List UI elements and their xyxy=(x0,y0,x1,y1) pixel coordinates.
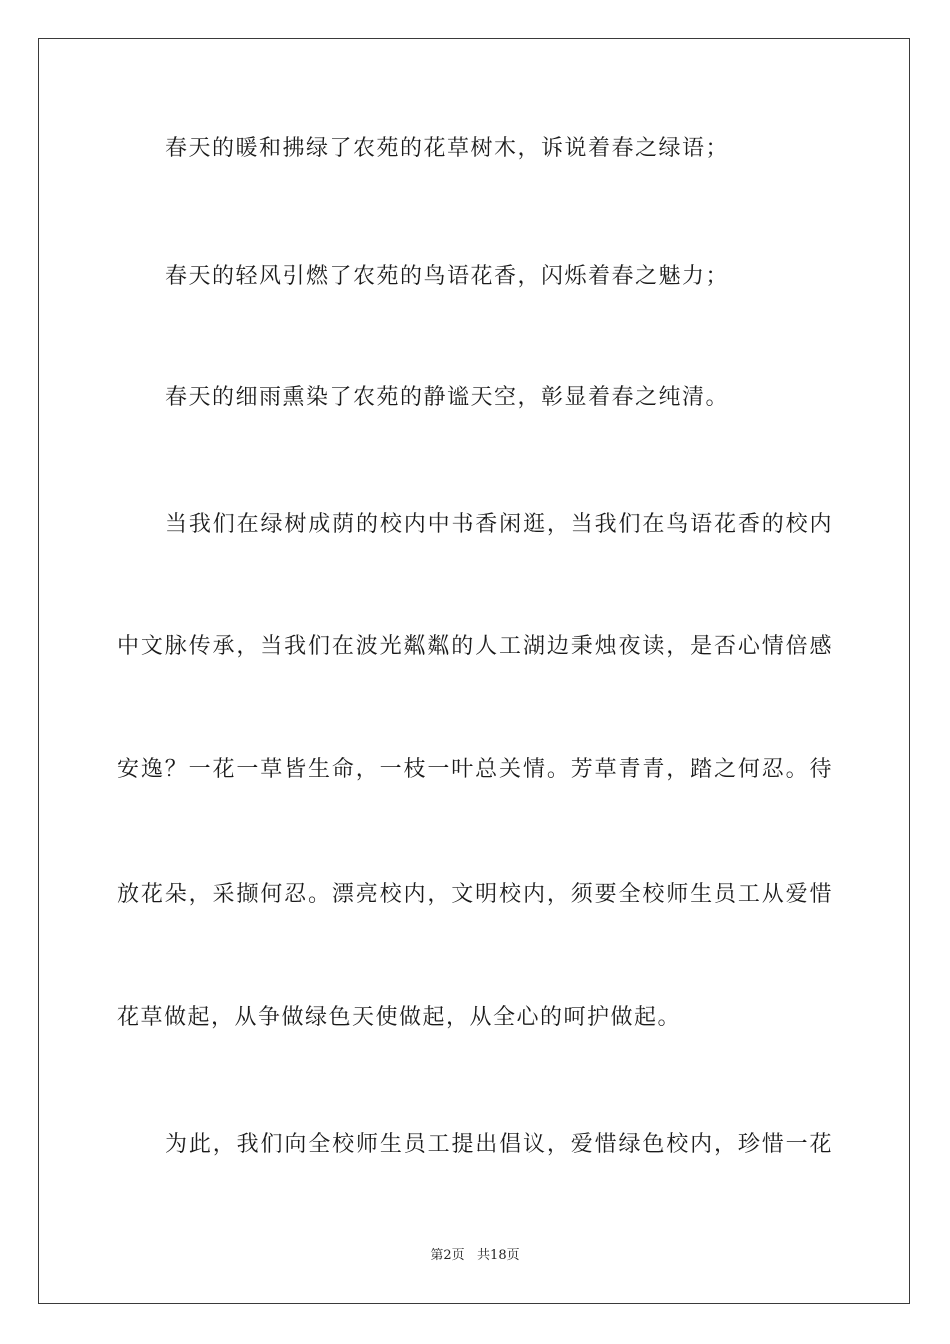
paragraph-line-1: 春天的暖和拂绿了农苑的花草树木，诉说着春之绿语； xyxy=(165,136,730,161)
paragraph-line-5: 中文脉传承，当我们在波光粼粼的人工湖边秉烛夜读，是否心情倍感 xyxy=(117,634,833,659)
paragraph-line-6: 安逸？一花一草皆生命，一枝一叶总关情。芳草青青，踏之何忍。待 xyxy=(117,757,833,782)
page-number-footer: 第2页 共18页 xyxy=(430,1248,520,1263)
page-border xyxy=(38,38,910,1304)
paragraph-line-4: 当我们在绿树成荫的校内中书香闲逛，当我们在鸟语花香的校内 xyxy=(165,512,833,537)
paragraph-line-8: 花草做起，从争做绿色天使做起，从全心的呵护做起。 xyxy=(117,1005,682,1030)
paragraph-line-7: 放花朵，采撷何忍。漂亮校内，文明校内，须要全校师生员工从爱惜 xyxy=(117,882,833,907)
paragraph-line-2: 春天的轻风引燃了农苑的鸟语花香，闪烁着春之魅力； xyxy=(165,264,730,289)
paragraph-line-9: 为此，我们向全校师生员工提出倡议，爱惜绿色校内，珍惜一花 xyxy=(165,1132,833,1157)
paragraph-line-3: 春天的细雨熏染了农苑的静谧天空，彰显着春之纯清。 xyxy=(165,385,730,410)
